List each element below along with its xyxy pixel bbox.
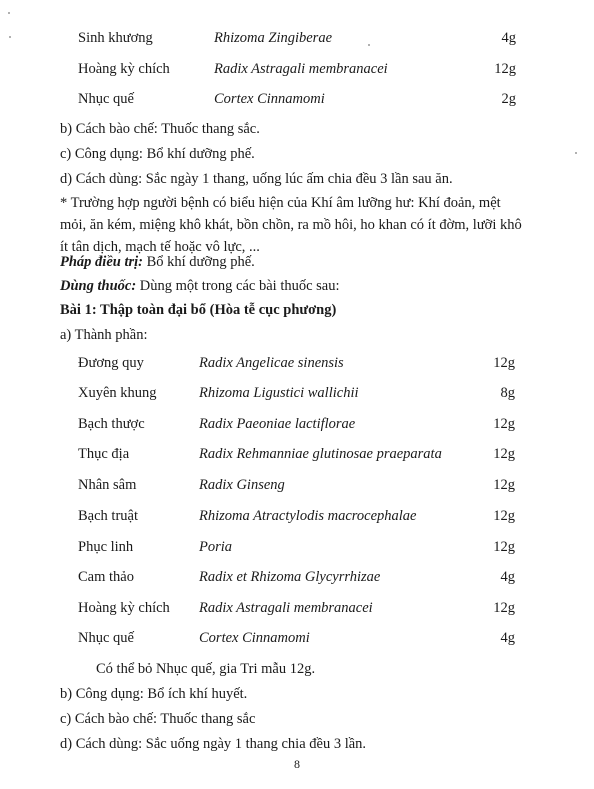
- herb-name: Hoàng kỳ chích: [78, 61, 170, 77]
- table-row: [78, 597, 518, 619]
- herb-name: Hoàng kỳ chích: [78, 600, 170, 616]
- herb-dose: 12g: [493, 355, 515, 371]
- herb-dose: 4g: [500, 569, 515, 585]
- table-row: [78, 352, 518, 374]
- herb-name: Xuyên khung: [78, 385, 157, 401]
- herb-latin-name: Radix Astragali membranacei: [214, 61, 388, 77]
- herb-name: Sinh khương: [78, 30, 153, 46]
- herb-name: Cam thảo: [78, 569, 134, 585]
- herb-name: Nhục quế: [78, 91, 134, 107]
- table-row: [78, 627, 518, 649]
- herb-name: Bạch thược: [78, 416, 145, 432]
- herb-name: Đương quy: [78, 355, 144, 371]
- dosage-line: d) Cách dùng: Sắc ngày 1 thang, uống lúc ấm chia đều 3 lần sau ăn.: [60, 171, 453, 187]
- note-paragraph: * Trường hợp người bệnh có biểu hiện của Khí âm lưỡng hư: Khí đoản, mệt mỏi, ăn kém, miệng khô khát, bồn chồn, ra mồ hôi, ho khan có ít đờm, lưỡi khô ít tân dịch, mạch tế hoặc vô lực, ...: [60, 195, 522, 255]
- herb-latin-name: Radix Angelicae sinensis: [199, 355, 344, 371]
- herb-latin-name: Radix et Rhizoma Glycyrrhizae: [199, 569, 381, 585]
- table-row: [78, 474, 518, 496]
- herb-latin-name: Radix Ginseng: [199, 477, 285, 493]
- herb-latin-name: Rhizoma Zingiberae: [214, 30, 333, 46]
- herb-latin-name: Radix Astragali membranacei: [199, 600, 373, 616]
- table-row: [78, 88, 518, 110]
- table-row: [78, 505, 518, 527]
- herb-dose: 12g: [494, 61, 516, 77]
- herb-dose: 8g: [500, 385, 515, 401]
- herb-name: Phục linh: [78, 539, 134, 555]
- herb-latin-name: Cortex Cinnamomi: [214, 91, 325, 107]
- herb-latin-name: Radix Paeoniae lactiflorae: [199, 416, 356, 432]
- herb-latin-name: Rhizoma Atractylodis macrocephalae: [199, 508, 417, 524]
- scan-speck: [368, 44, 370, 46]
- scan-speck: [8, 12, 10, 14]
- table-row: [78, 382, 518, 404]
- herb-dose: 4g: [501, 30, 516, 46]
- herb-name: Nhân sâm: [78, 477, 137, 493]
- herb-latin-name: Cortex Cinnamomi: [199, 630, 310, 646]
- medication-label: Dùng thuốc:: [60, 278, 137, 294]
- table-row: [78, 566, 518, 588]
- herb-dose: 12g: [493, 508, 515, 524]
- usage-line: b) Công dụng: Bổ ích khí huyết.: [60, 686, 248, 702]
- herb-dose: 12g: [493, 446, 515, 462]
- herb-dose: 2g: [501, 91, 516, 107]
- herb-name: Bạch truật: [78, 508, 138, 524]
- table-row: [78, 413, 518, 435]
- preparation-line: b) Cách bào chế: Thuốc thang sắc.: [60, 121, 260, 137]
- herb-dose: 12g: [493, 539, 515, 555]
- formula-title: Bài 1: Thập toàn đại bổ (Hòa tễ cục phương): [60, 302, 337, 318]
- usage-line: c) Công dụng: Bổ khí dưỡng phế.: [60, 146, 255, 162]
- page-number: 8: [294, 757, 300, 771]
- treatment-method-label: Pháp điều trị:: [60, 254, 143, 270]
- substitution-note: Có thể bỏ Nhục quế, gia Tri mẫu 12g.: [96, 661, 316, 677]
- table-row: [78, 58, 518, 80]
- herb-dose: 12g: [493, 477, 515, 493]
- herb-latin-name: Poria: [199, 539, 233, 555]
- scan-speck: [9, 36, 11, 38]
- scan-speck: [575, 152, 577, 154]
- herb-latin-name: Radix Rehmanniae glutinosae praeparata: [199, 446, 442, 462]
- treatment-method-text: Bổ khí dưỡng phế.: [142, 254, 255, 270]
- herb-dose: 12g: [493, 416, 515, 432]
- herb-name: Thục địa: [78, 446, 130, 462]
- table-row: [78, 536, 518, 558]
- composition-heading: a) Thành phần:: [60, 327, 148, 343]
- medication-text: Dùng một trong các bài thuốc sau:: [136, 278, 340, 294]
- table-row: [78, 443, 518, 465]
- treatment-method-line: [60, 251, 255, 273]
- preparation-line: c) Cách bào chế: Thuốc thang sắc: [60, 711, 256, 727]
- table-row: [78, 27, 518, 49]
- herb-dose: 12g: [493, 600, 515, 616]
- medication-line: [60, 275, 340, 297]
- herb-dose: 4g: [500, 630, 515, 646]
- herb-latin-name: Rhizoma Ligustici wallichii: [199, 385, 359, 401]
- herb-name: Nhục quế: [78, 630, 134, 646]
- dosage-line: d) Cách dùng: Sắc uống ngày 1 thang chia đều 3 lần.: [60, 736, 367, 752]
